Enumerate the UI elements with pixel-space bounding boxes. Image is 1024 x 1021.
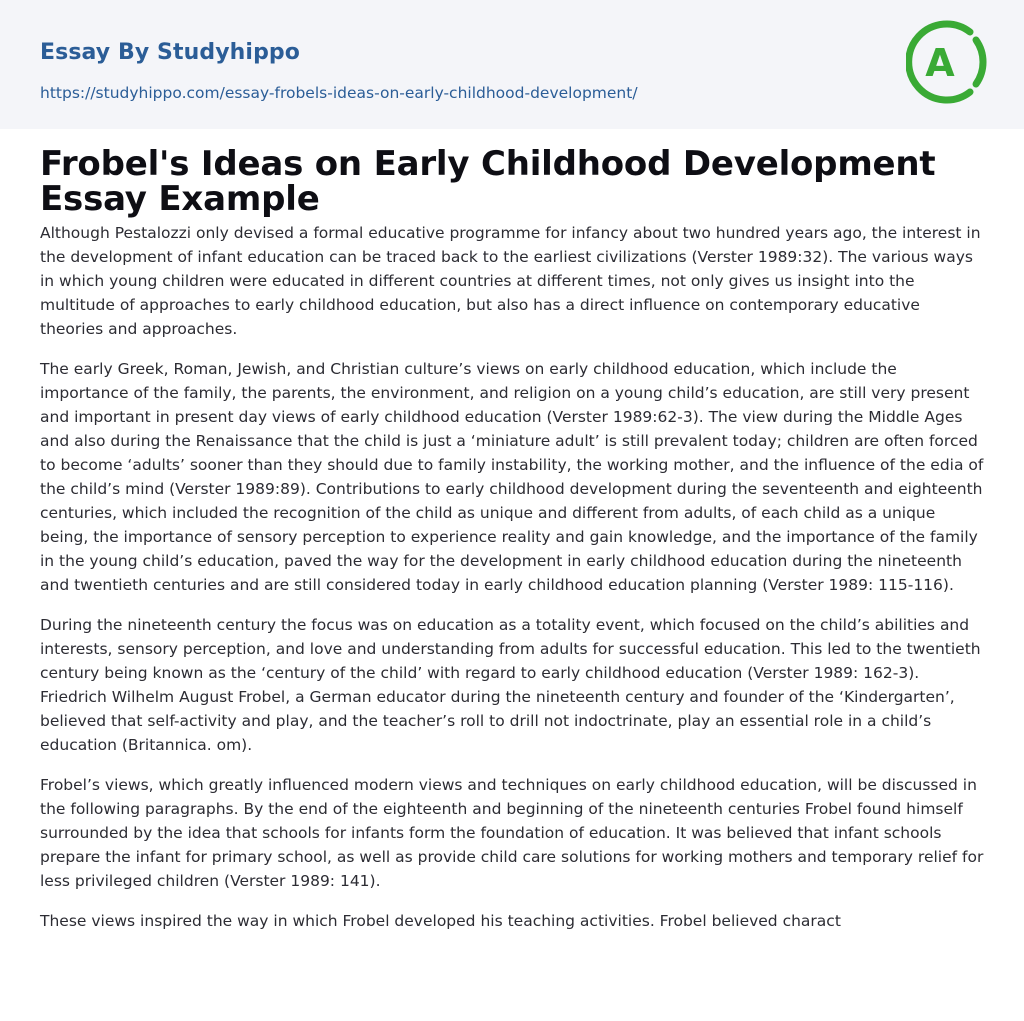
page-url-link[interactable]: https://studyhippo.com/essay-frobels-ideas-on-early-childhood-development/ bbox=[40, 84, 638, 102]
site-header bbox=[0, 0, 1024, 129]
paragraph-3: During the nineteenth century the focus was on education as a totality event, which focused on the child’s abilities and interests, sensory perception, and love and understanding from adults for successful education. This led to the twentieth century being known as the ‘century of the child’ with regard to early childhood education (Verster 1989: 162-3). Friedrich Wilhelm August Frobel, a German educator during the nineteenth century and founder of the ‘Kindergarten’, believed that self-activity and play, and the teacher’s roll to drill not indoctrinate, play an essential role in a child’s education (Britannica. om). bbox=[40, 616, 981, 754]
article-content bbox=[40, 144, 986, 949]
paragraph-2: The early Greek, Roman, Jewish, and Christian culture’s views on early childhood education, which include the importance of the family, the parents, the environment, and religion on a young child’s education, are still very present and important in present day views of early childhood education (Verster 1989:62-3). The view during the Middle Ages and also during the Renaissance that the child is just a ‘miniature adult’ is still prevalent today; children are often forced to become ‘adults’ sooner than they should due to family instability, the working mother, and the influence of the edia of the child’s mind (Verster 1989:89). Contributions to early childhood development during the seventeenth and eighteenth centuries, which included the recognition of the child as unique and different from adults, of each child as a unique being, the importance of sensory perception to experience reality and gain knowledge, and the importance of the family in the young child’s education, paved the way for the development in early childhood education during the nineteenth and twentieth centuries and are still considered today in early childhood education planning (Verster 1989: 115-116). bbox=[40, 360, 984, 594]
paragraph-4: Frobel’s views, which greatly influenced modern views and techniques on early childhood education, will be discussed in the following paragraphs. By the end of the eighteenth and beginning of the nineteenth centuries Frobel found himself surrounded by the idea that schools for infants form the foundation of education. It was believed that infant schools prepare the infant for primary school, as well as provide child care solutions for working mothers and temporary relief for less privileged children (Verster 1989: 141). bbox=[40, 776, 984, 890]
paragraph-5: These views inspired the way in which Frobel developed his teaching activities. Frobel believed charact bbox=[40, 912, 841, 930]
logo-letter: A bbox=[925, 41, 955, 85]
article-title: Frobel's Ideas on Early Childhood Development Essay Example bbox=[40, 144, 936, 219]
studyhippo-logo-icon[interactable] bbox=[906, 18, 990, 106]
logo-ring-right bbox=[976, 40, 983, 84]
paragraph-1: Although Pestalozzi only devised a formal educative programme for infancy about two hundred years ago, the interest in the development of infant education can be traced back to the earliest civilizations (Verster 1989:32). The various ways in which young children were educated in different countries at different times, not only gives us insight into the multitude of approaches to early childhood education, but also has a direct influence on contemporary educative theories and approaches. bbox=[40, 224, 981, 338]
site-title[interactable]: Essay By Studyhippo bbox=[40, 40, 300, 65]
